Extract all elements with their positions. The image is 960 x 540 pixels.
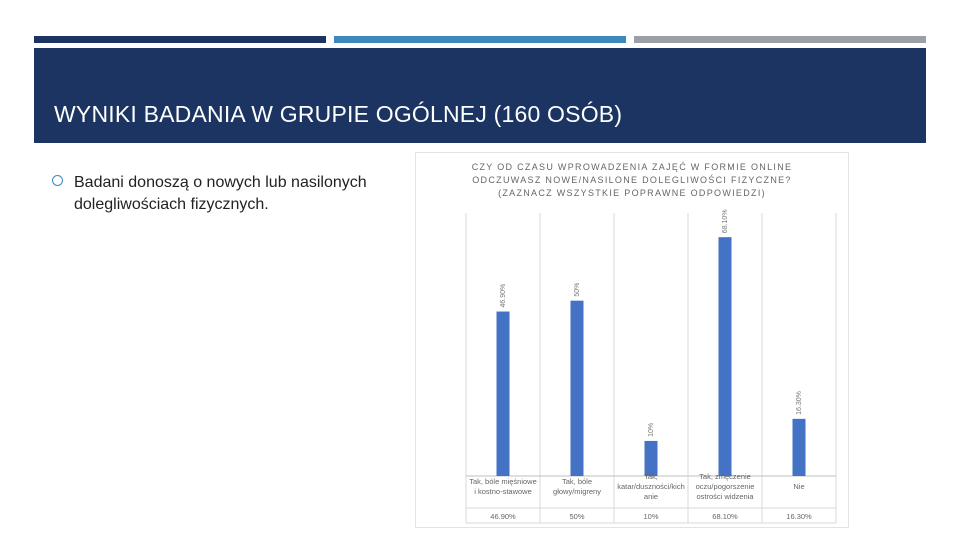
bar-chart — [416, 153, 850, 529]
category-label: Nie — [793, 482, 805, 491]
table-value: 46.90% — [490, 512, 516, 521]
table-value: 10% — [643, 512, 659, 521]
data-label: 68.10% — [722, 209, 729, 234]
bar — [645, 441, 658, 476]
chart-title-line: (ZAZNACZ WSZYSTKIE POPRAWNE ODPOWIEDZI) — [498, 188, 766, 198]
chart-title-line: ODCZUWASZ NOWE/NASILONE DOLEGLIWOŚCI FIZYCZNE? — [472, 175, 792, 185]
category-label: Tak, — [644, 472, 658, 481]
accent-bar-blue — [334, 36, 626, 43]
category-label: Tak, zmęczenie — [699, 472, 751, 481]
table-value: 50% — [569, 512, 585, 521]
chart-title-line: CZY OD CZASU WPROWADZENIA ZAJĘĆ W FORMIE ONLINE — [471, 162, 793, 172]
category-label: anie — [643, 492, 659, 501]
title-banner — [34, 48, 926, 143]
table-value: 68.10% — [712, 512, 738, 521]
bar — [719, 237, 732, 476]
category-label: oczu/pogorszenie — [695, 482, 755, 491]
accent-bar-gray — [634, 36, 926, 43]
table-value: 16.30% — [786, 512, 812, 521]
bar — [793, 419, 806, 476]
category-label: Tak, bóle mięśniowe — [469, 477, 537, 486]
category-label: ostrości widzenia — [696, 492, 754, 501]
category-label: i kostno-stawowe — [474, 487, 532, 496]
data-label: 46.90% — [500, 283, 507, 308]
data-label: 50% — [574, 282, 581, 297]
slide-title: WYNIKI BADANIA W GRUPIE OGÓLNEJ (160 OSÓB) — [54, 101, 623, 127]
data-label: 16.30% — [796, 391, 803, 415]
category-label: głowy/migreny — [553, 487, 601, 496]
bar — [497, 312, 510, 476]
bullet-item — [52, 172, 412, 216]
chart-image — [415, 152, 849, 528]
accent-bar-navy — [34, 36, 326, 43]
category-label: katar/duszności/kich — [617, 482, 685, 491]
bullet-text: Badani donoszą o nowych lub nasilonych dolegliwościach fizycznych. — [74, 174, 367, 213]
circle-bullet-icon — [52, 175, 63, 186]
bar — [571, 301, 584, 476]
data-label: 10% — [648, 422, 655, 437]
category-label: Tak, bóle — [561, 477, 593, 486]
